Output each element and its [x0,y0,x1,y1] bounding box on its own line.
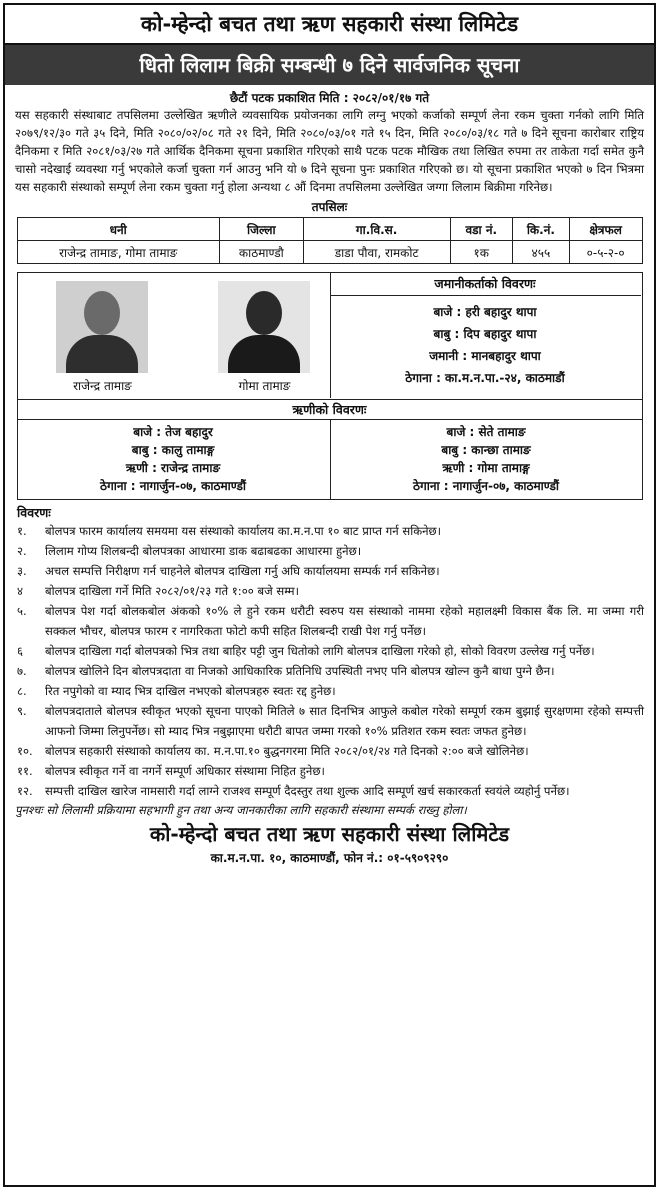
debtor-father: बाबु : कालु तामाङ्ग [131,443,215,457]
table-header-row [17,218,642,241]
item-number: १०. [17,744,33,758]
item-text: बोलपत्र खोलिने दिन बोलपत्रदाता वा निजको आधिकारिक प्रतिनिधि उपस्थिती नभए पनि बोलपत्र खोल्न कुनै बाधा पुग्ने छैन। [45,664,555,678]
details-heading: विवरणः [17,505,51,520]
list-item [17,761,644,781]
debtor-section [17,420,643,500]
guarantor-address: ठेगाना : का.म.न.पा.-२४, काठमाडौं [405,371,565,385]
guarantor-details [330,301,641,389]
debtor-father: बाबु : कान्छा तामाङ [441,443,531,457]
list-item [17,741,644,761]
list-item [17,581,644,601]
notice-title: धितो लिलाम बिक्री सम्बन्धी ७ दिने सार्वजनिक सूचना [5,45,654,85]
item-text: बोलपत्र सहकारी संस्थाको कार्यालय का. म.न.पा.१० बुद्धनगरमा मिति २०८२/०१/२४ गते दिनको २:०० बजे खोलिनेछ। [45,744,529,758]
debtor-name: ऋणी : गोमा तामाङ्ग [442,461,530,475]
list-item [17,541,644,561]
property-table [17,217,643,264]
column-header: जिल्ला [219,218,303,241]
debtor-right [331,423,642,495]
item-text: रित नपुगेको वा म्याद भित्र दाखिल नभएको बोलपत्रहरु स्वतः रद्द हुनेछ। [45,684,336,698]
item-number: १२. [17,784,33,798]
column-header: क्षेत्रफल [569,218,642,241]
debtor-left [18,423,329,495]
table-cell: १क [450,241,512,264]
debtor-name: ऋणी : राजेन्द्र तामाङ [125,461,221,475]
debtor-photo-2 [218,281,310,373]
list-item [17,661,644,681]
intro-paragraph: यस सहकारी संस्थाबाट तपसिलमा उल्लेखित ऋणीले व्यवसायिक प्रयोजनका लागि लग्नु भएको कर्जाको सम्पूर्ण लेना रकम चुक्ता गर्नको लागि मिति २०७९/१२/३० गते ३५ दिने, मिति २०८०/०२/०८ गते २१ दिने, मिति २०८०/०३/०१ गते १५ दिन, मिति २०८०/०३/१८ गते ७ दिने सूचना कारोबार राष्ट्रिय दैनिकमा र मिति २०८१/०३/२७ गते आर्थिक दैनिकमा सूचना प्रकाशित गरिएको साथै पटक पटक मौखिक तथा लिखित रुपमा तर ताकेता गर्दा समेत कुनै चासो नदेखाई व्यवस्था गर्नु भएकोले कर्जा चुक्ता गर्न आउनु भनि यो ७ दिने सूचना पुनः प्रकाशित गरिएको छ। यो सूचना प्रकाशित भएको ७ दिन भित्रमा यस सहकारी संस्थाको सम्पूर्ण लेना रकम चुक्ता गर्नु होला अन्यथा ८ औं दिनमा तपसिलमा उल्लेखित जग्गा लिलाम बिक्रीमा गरिनेछ। [15,108,644,194]
item-text: सम्पत्ती दाखिल खारेज नामसारी गर्दा लाग्ने राजश्व सम्पूर्ण दैदस्तुर तथा शुल्क आदि सम्पूर्ण खर्च सकारकर्ता स्वयंले व्यहोर्नु पर्नेछ। [45,784,570,798]
item-text: बोलपत्रदाताले बोलपत्र स्वीकृत भएको सूचना पाएको मितिले ७ सात दिनभित्र आफुले कबोल गरेको सम्पूर्ण रकम बुझाई सुरक्षणमा रहेको सम्पत्ती आफनो जिम्मा लिनुपर्नेछ। सो म्याद भित्र नबुझाएमा धरौटी बापत जम्मा गरको १०% प्रतिशत रकम स्वतः जफत हुनेछ। [45,704,644,738]
photo-area [18,273,331,398]
item-text: बोलपत्र दाखिला गर्दा बोलपत्रको भित्र तथा बाहिर पट्टी जुन धितोको लागि बोलपत्र दाखिला गरेको हो, सोको विवरण उल्लेख गर्नु पर्नेछ। [45,644,595,658]
photo-head-shape [246,291,282,335]
photo-body-shape [228,335,300,373]
item-text: बोलपत्र पेश गर्दा बोलकबोल अंकको १०% ले हुने रकम धरौटी स्वरुप यस संस्थाको नाममा रहेको महालक्ष्मी विकास बैंक लि. मा जम्मा गरी सक्कल भौचर, बोलपत्र फारम र नागरिकता फोटो कपी सहित शिलबन्दी राखी पेश गर्नु पर्नेछ। [45,604,644,638]
item-text: अचल सम्पत्ति निरीक्षण गर्न चाहनेले बोलपत्र दाखिला गर्नु अघि कार्यालयमा सम्पर्क गर्न सकिनेछ। [45,564,440,578]
debtor-grandfather: बाजे : सेते तामाङ [446,425,526,439]
item-text: बोलपत्र फारम कार्यालय समयमा यस संस्थाको कार्यालय का.म.न.पा १० बाट प्राप्त गर्न सकिनेछ। [45,524,442,538]
photo-caption-1: राजेन्द्र तामाङ [73,379,132,393]
item-number: ६ [17,644,24,658]
footer-address: का.म.न.पा. १०, काठमाण्डौं, फोन नं.: ०१-५९०९२९० [210,851,449,865]
item-number: ११. [17,764,33,778]
item-number: २. [17,544,27,558]
item-text: बोलपत्र स्वीकृत गर्ने वा नगर्ने सम्पूर्ण अधिकार संस्थामा निहित हुनेछ। [45,764,325,778]
item-number: ७. [17,664,27,678]
photo-caption-2: गोमा तामाङ [238,379,291,393]
column-header: कि.नं. [512,218,569,241]
debtor-heading: ऋणीको विवरणः [17,400,643,420]
terms-list [5,521,654,801]
item-number: ८. [17,684,27,698]
guarantor-father: बाबु : दिप बहादुर थापा [433,327,537,341]
item-number: ४ [17,584,24,598]
list-item [17,701,644,741]
item-number: १. [17,524,27,538]
list-item [17,641,644,661]
table-cell: राजेन्द्र तामाङ, गोमा तामाङ [17,241,219,264]
guarantor-section [17,272,643,400]
table-cell: डाडा पौवा, रामकोट [303,241,450,264]
item-number: ९. [17,704,27,718]
column-header: गा.वि.स. [303,218,450,241]
column-header: धनी [17,218,219,241]
guarantor-name: जमानी : मानबहादुर थापा [429,349,541,363]
footnote: पुनश्चः सो लिलामी प्रक्रियामा सहभागी हुन तथा अन्य जानकारीका लागि सहकारी संस्थामा सम्पर्क राख्नु होला। [15,803,467,817]
list-item [17,681,644,701]
item-text: बोलपत्र दाखिला गर्ने मिति २०८२/०१/२३ गते १:०० बजे सम्म। [45,584,299,598]
guarantor-heading: जमानीकर्ताको विवरणः [330,273,641,296]
item-number: ५. [17,604,27,618]
table-row [17,241,642,264]
list-item [17,521,644,541]
list-item [17,601,644,641]
table-cell: ०-५-२-० [569,241,642,264]
photo-body-shape [66,335,138,373]
debtor-address: ठेगाना : नागार्जुन-०७, काठमाण्डौं [100,479,246,493]
table-cell: ४५५ [512,241,569,264]
table-heading: तपसिलः [311,200,348,214]
list-item [17,781,644,801]
debtor-photo-1 [56,281,148,373]
guarantor-grandfather: बाजे : हरी बहादुर थापा [433,305,537,319]
notice-frame [3,3,656,1187]
item-number: ३. [17,564,27,578]
publish-date: छैटौं पटक प्रकाशित मिति : २०८२/०१/१७ गते [229,91,430,105]
photo-head-shape [84,291,120,335]
column-header: वडा नं. [450,218,512,241]
footer-org-name: को-म्हेन्दो बचत तथा ऋण सहकारी संस्था लिमिटेड [149,822,510,846]
debtor-grandfather: बाजे : तेज बहादुर [133,425,213,439]
debtor-address: ठेगाना : नागार्जुन-०७, काठमाण्डौं [413,479,559,493]
org-title: को-म्हेन्दो बचत तथा ऋण सहकारी संस्था लिमिटेड [5,5,654,45]
table-cell: काठमाण्डौ [219,241,303,264]
item-text: लिलाम गोप्य शिलबन्दी बोलपत्रका आधारमा डाक बढाबढका आधारमा हुनेछ। [45,544,362,558]
list-item [17,561,644,581]
